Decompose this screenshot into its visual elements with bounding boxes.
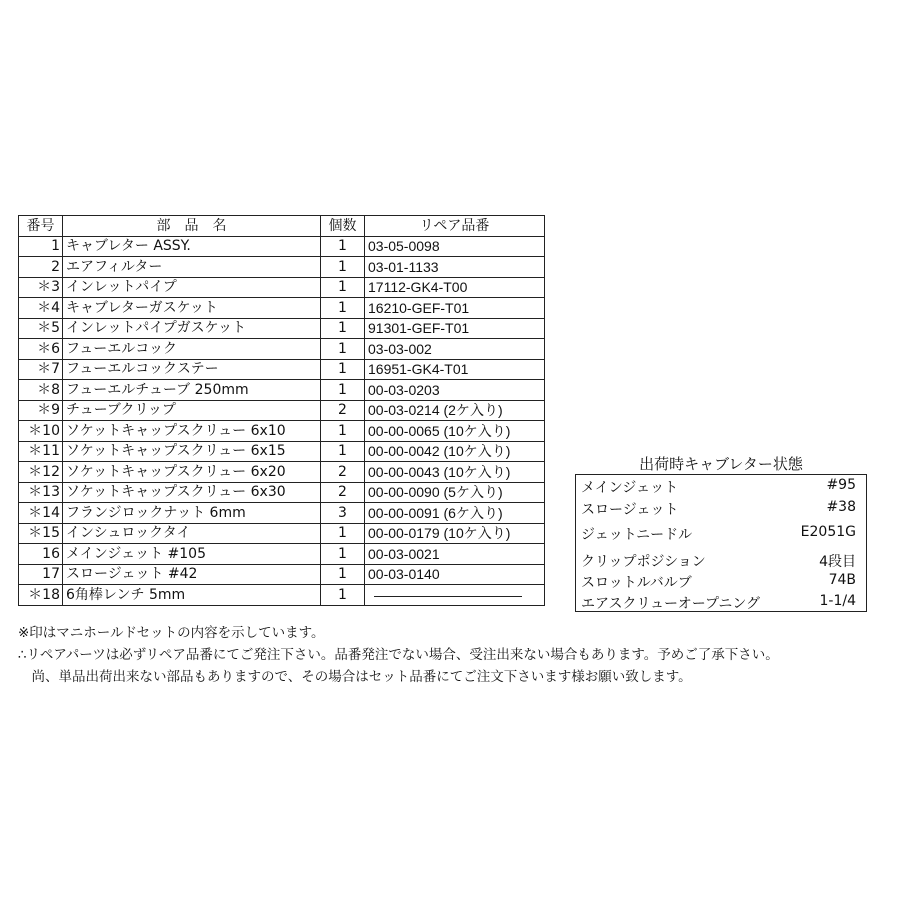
row-part-name: メインジェット #105 bbox=[63, 544, 321, 565]
row-part-name: フューエルコック bbox=[63, 339, 321, 360]
row-repair-code: 00-00-0179 (10ケ入り) bbox=[365, 523, 545, 544]
notes bbox=[18, 622, 779, 688]
row-number: ＊8 bbox=[19, 380, 63, 401]
status-row bbox=[581, 572, 856, 592]
row-repair-code: 00-03-0140 bbox=[365, 564, 545, 585]
row-number: ＊15 bbox=[19, 523, 63, 544]
row-repair-code: 03-03-002 bbox=[365, 339, 545, 360]
table-row bbox=[19, 523, 545, 544]
status-label: エアスクリューオープニング bbox=[581, 596, 761, 612]
row-number: ＊3 bbox=[19, 277, 63, 298]
status-value: #95 bbox=[826, 477, 856, 493]
note-line: 尚、単品出荷出来ない部品もありますので、その場合はセット品番にてご注文下さいます様お願い致します。 bbox=[18, 669, 692, 685]
row-quantity: 1 bbox=[321, 318, 365, 339]
row-number: ＊11 bbox=[19, 441, 63, 462]
row-quantity: 1 bbox=[321, 523, 365, 544]
row-quantity: 1 bbox=[321, 298, 365, 319]
table-row bbox=[19, 359, 545, 380]
status-row bbox=[581, 499, 856, 519]
row-part-name: キャブレター ASSY. bbox=[63, 236, 321, 257]
row-repair-code bbox=[365, 585, 545, 606]
table-row bbox=[19, 339, 545, 360]
row-part-name: フューエルコックステー bbox=[63, 359, 321, 380]
row-part-name: インレットパイプガスケット bbox=[63, 318, 321, 339]
parts-table-body bbox=[19, 236, 545, 605]
row-quantity: 1 bbox=[321, 564, 365, 585]
table-row bbox=[19, 400, 545, 421]
row-repair-code: 03-01-1133 bbox=[365, 257, 545, 278]
header-quantity: 個数 bbox=[321, 216, 365, 237]
status-value: 1-1/4 bbox=[819, 593, 856, 609]
table-row bbox=[19, 318, 545, 339]
row-number: ＊7 bbox=[19, 359, 63, 380]
row-quantity: 1 bbox=[321, 339, 365, 360]
status-value: #38 bbox=[826, 499, 856, 515]
table-row bbox=[19, 277, 545, 298]
row-part-name: インレットパイプ bbox=[63, 277, 321, 298]
row-quantity: 1 bbox=[321, 236, 365, 257]
status-value: 4段目 bbox=[819, 554, 856, 570]
row-part-name: ソケットキャップスクリュー 6x10 bbox=[63, 421, 321, 442]
no-code-dash bbox=[374, 596, 522, 597]
row-repair-code: 00-00-0091 (6ケ入り) bbox=[365, 503, 545, 524]
table-row bbox=[19, 257, 545, 278]
row-quantity: 2 bbox=[321, 462, 365, 483]
row-repair-code: 00-03-0021 bbox=[365, 544, 545, 565]
carburetor-status-box bbox=[575, 474, 867, 612]
row-part-name: インシュロックタイ bbox=[63, 523, 321, 544]
row-quantity: 3 bbox=[321, 503, 365, 524]
status-row bbox=[581, 551, 856, 571]
table-row bbox=[19, 441, 545, 462]
table-row bbox=[19, 421, 545, 442]
status-row bbox=[581, 477, 856, 497]
row-quantity: 1 bbox=[321, 277, 365, 298]
row-number: ＊6 bbox=[19, 339, 63, 360]
row-repair-code: 16210-GEF-T01 bbox=[365, 298, 545, 319]
row-repair-code: 17112-GK4-T00 bbox=[365, 277, 545, 298]
status-row bbox=[581, 593, 856, 613]
header-number: 番号 bbox=[19, 216, 63, 237]
status-label: クリップポジション bbox=[581, 554, 706, 570]
status-row bbox=[581, 524, 856, 544]
table-row bbox=[19, 236, 545, 257]
row-part-name: ソケットキャップスクリュー 6x15 bbox=[63, 441, 321, 462]
row-quantity: 1 bbox=[321, 257, 365, 278]
header-repair-code: リペア品番 bbox=[365, 216, 545, 237]
status-value: E2051G bbox=[800, 524, 856, 540]
row-part-name: ソケットキャップスクリュー 6x30 bbox=[63, 482, 321, 503]
row-quantity: 1 bbox=[321, 585, 365, 606]
row-repair-code: 00-00-0043 (10ケ入り) bbox=[365, 462, 545, 483]
row-repair-code: 00-03-0203 bbox=[365, 380, 545, 401]
row-repair-code: 00-03-0214 (2ケ入り) bbox=[365, 400, 545, 421]
row-quantity: 1 bbox=[321, 441, 365, 462]
row-part-name: ソケットキャップスクリュー 6x20 bbox=[63, 462, 321, 483]
table-row bbox=[19, 482, 545, 503]
status-label: メインジェット bbox=[581, 480, 679, 496]
parts-table-header bbox=[19, 216, 545, 237]
table-row bbox=[19, 298, 545, 319]
row-quantity: 1 bbox=[321, 380, 365, 401]
row-number: 16 bbox=[19, 544, 63, 565]
row-part-name: エアフィルター bbox=[63, 257, 321, 278]
row-part-name: キャブレターガスケット bbox=[63, 298, 321, 319]
status-title: 出荷時キャブレター状態 bbox=[639, 455, 803, 473]
row-repair-code: 00-00-0042 (10ケ入り) bbox=[365, 441, 545, 462]
row-part-name: スロージェット #42 bbox=[63, 564, 321, 585]
row-number: ＊10 bbox=[19, 421, 63, 442]
row-number: 1 bbox=[19, 236, 63, 257]
row-quantity: 1 bbox=[321, 544, 365, 565]
table-row bbox=[19, 564, 545, 585]
row-part-name: 6角棒レンチ 5mm bbox=[63, 585, 321, 606]
note-line: ∴リペアパーツは必ずリペア品番にてご発注下さい。品番発注でない場合、受注出来ない場合もあります。予めご了承下さい。 bbox=[18, 647, 779, 663]
header-part-name: 部 品 名 bbox=[63, 216, 321, 237]
table-row bbox=[19, 503, 545, 524]
row-repair-code: 91301-GEF-T01 bbox=[365, 318, 545, 339]
row-number: ＊14 bbox=[19, 503, 63, 524]
row-number: ＊12 bbox=[19, 462, 63, 483]
row-part-name: チューブクリップ bbox=[63, 400, 321, 421]
row-repair-code: 03-05-0098 bbox=[365, 236, 545, 257]
row-repair-code: 00-00-0090 (5ケ入り) bbox=[365, 482, 545, 503]
table-row bbox=[19, 380, 545, 401]
row-number: ＊13 bbox=[19, 482, 63, 503]
row-quantity: 2 bbox=[321, 400, 365, 421]
table-row bbox=[19, 462, 545, 483]
table-row bbox=[19, 585, 545, 606]
row-quantity: 1 bbox=[321, 359, 365, 380]
row-number: 17 bbox=[19, 564, 63, 585]
row-quantity: 1 bbox=[321, 421, 365, 442]
row-number: 2 bbox=[19, 257, 63, 278]
table-row bbox=[19, 544, 545, 565]
status-label: スロットルバルブ bbox=[581, 575, 692, 591]
row-number: ＊4 bbox=[19, 298, 63, 319]
row-part-name: フューエルチューブ 250mm bbox=[63, 380, 321, 401]
status-value: 74B bbox=[828, 572, 856, 588]
status-label: ジェットニードル bbox=[581, 527, 693, 543]
row-number: ＊9 bbox=[19, 400, 63, 421]
note-line: ※印はマニホールドセットの内容を示しています。 bbox=[18, 625, 325, 641]
row-number: ＊5 bbox=[19, 318, 63, 339]
row-number: ＊18 bbox=[19, 585, 63, 606]
row-repair-code: 00-00-0065 (10ケ入り) bbox=[365, 421, 545, 442]
row-repair-code: 16951-GK4-T01 bbox=[365, 359, 545, 380]
parts-table bbox=[18, 215, 545, 606]
row-quantity: 2 bbox=[321, 482, 365, 503]
row-part-name: フランジロックナット 6mm bbox=[63, 503, 321, 524]
status-label: スロージェット bbox=[581, 502, 679, 518]
